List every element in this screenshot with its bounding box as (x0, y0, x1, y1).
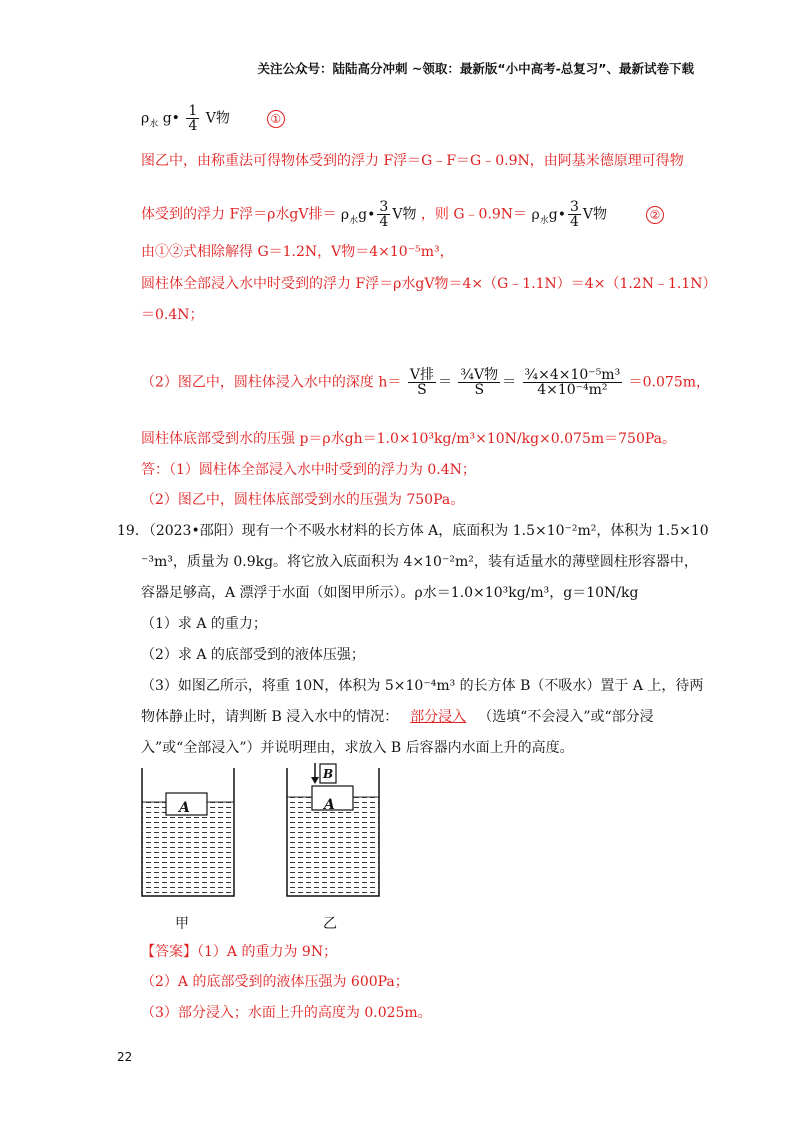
question-19-line-1: 19．（2023•邵阳）现有一个不吸水材料的长方体 A，底面积为 1.5×10⁻²m²，体积为 1.5×10 (117, 523, 709, 539)
answer-line-2: （2）A 的底部受到的液体压强为 600Pa； (141, 974, 409, 990)
solution-line-e: ＝0.4N； (141, 307, 204, 323)
answer-blank: 部分浸入 (410, 709, 467, 725)
rho-symbol: ρ (141, 110, 150, 127)
solution-line-a: 图乙中，由称重法可得物体受到的浮力 F浮＝G﹣F＝G﹣0.9N，由阿基米德原理可得物 (141, 153, 684, 169)
label-a-jia: A (179, 800, 190, 816)
question-19-line-2: ⁻³m³，质量为 0.9kg。将它放入底面积为 4×10⁻²m²，装有适量水的薄壁圆柱形容器中， (141, 554, 698, 570)
volume-symbol: V物 (205, 110, 230, 127)
label-a-yi: A (324, 797, 335, 813)
equation-tag-1: ① (267, 110, 285, 128)
g-symbol: g• (162, 110, 180, 127)
question-19-line-8: 入”或“全部浸入”）并说明理由，求放入 B 后容器内水面上升的高度。 (141, 740, 574, 756)
answer-line-3: （3）部分浸入；水面上升的高度为 0.025m。 (141, 1005, 432, 1021)
rho-subscript: 水 (149, 119, 159, 130)
question-19-part-1: （1）求 A 的重力； (141, 616, 267, 632)
solution-line-d: 圆柱体全部浸入水中时受到的浮力 F浮＝ρ水gV物＝4×（G﹣1.1N）＝4×（1.2N﹣1.1N） (141, 276, 717, 292)
answer-line-1: 【答案】（1）A 的重力为 9N； (141, 944, 338, 960)
solution-line-b: 体受到的浮力 F浮＝ρ水gV排＝ $\rho_水g•$ $\frac{3}{4}$ V物 ，则 G﹣0.9N＝ $\rho_水g•$ $\frac{3}{4}$ V物 ② (141, 200, 664, 230)
fraction-one-quarter: $\frac{1}{4}$ (188, 103, 198, 134)
fraction-vpai-over-s: $\frac{\text{V排}}{S}$ (409, 367, 434, 398)
label-b: B (323, 767, 334, 781)
question-19-line-7: 物体静止时，请判断 B 浸入水中的情况： 部分浸入 （选填“不会浸入”或“部分浸 (141, 709, 654, 725)
page-header: 关注公众号：陆陆高分冲刺 ~领取：最新版“小中高考-总复习”、最新试卷下载 (257, 61, 694, 76)
question-19-line-3: 容器足够高，A 漂浮于水面（如图甲所示）。ρ水＝1.0×10³kg/m³，g＝10N/kg (141, 585, 639, 601)
fraction-numeric: $\frac{\text{¾×4×10⁻⁵m³}}{\text{4×10⁻⁴m²}}$ (524, 367, 621, 398)
solution-line-g: 圆柱体底部受到水的压强 p＝ρ水gh＝1.0×10³kg/m³×10N/kg×0.075m＝750Pa。 (141, 431, 676, 447)
figure-containers (130, 760, 390, 920)
solution-line-i: （2）图乙中，圆柱体底部受到水的压强为 750Pa。 (141, 492, 465, 508)
solution-line-h: 答：（1）圆柱体全部浸入水中时受到的浮力为 0.4N； (141, 462, 476, 478)
container-yi (287, 763, 379, 896)
container-jia (142, 768, 234, 896)
page-number: 22 (117, 1050, 133, 1064)
label-yi: 乙 (323, 916, 337, 932)
question-19-part-2: （2）求 A 的底部受到的液体压强； (141, 647, 365, 663)
solution-line-f: （2）图乙中，圆柱体浸入水中的深度 h＝ $\frac{\text{V排}}{S}$ ＝ $\frac{\text{¾V物}}{S}$ ＝ $\frac{\text{¾×4×10⁻⁵m³}}{\text{4×10⁻⁴m²}}$ ＝0.075m， (141, 367, 711, 398)
answer-label: 【答案】 (141, 944, 197, 960)
solution-line-c: 由①②式相除解得 G＝1.2N，V物＝4×10⁻⁵m³， (141, 244, 454, 260)
equation-tag-2: ② (646, 206, 664, 224)
fraction-vwu-over-s: $\frac{\text{¾V物}}{S}$ (460, 367, 499, 398)
question-19-part-3: （3）如图乙所示，将重 10N，体积为 5×10⁻⁴m³ 的长方体 B（不吸水）置于 A 上，待两 (141, 678, 704, 694)
equation-1 (141, 104, 285, 134)
fraction-three-quarters: $\frac{3}{4}$ (379, 199, 389, 230)
label-jia: 甲 (175, 916, 189, 932)
